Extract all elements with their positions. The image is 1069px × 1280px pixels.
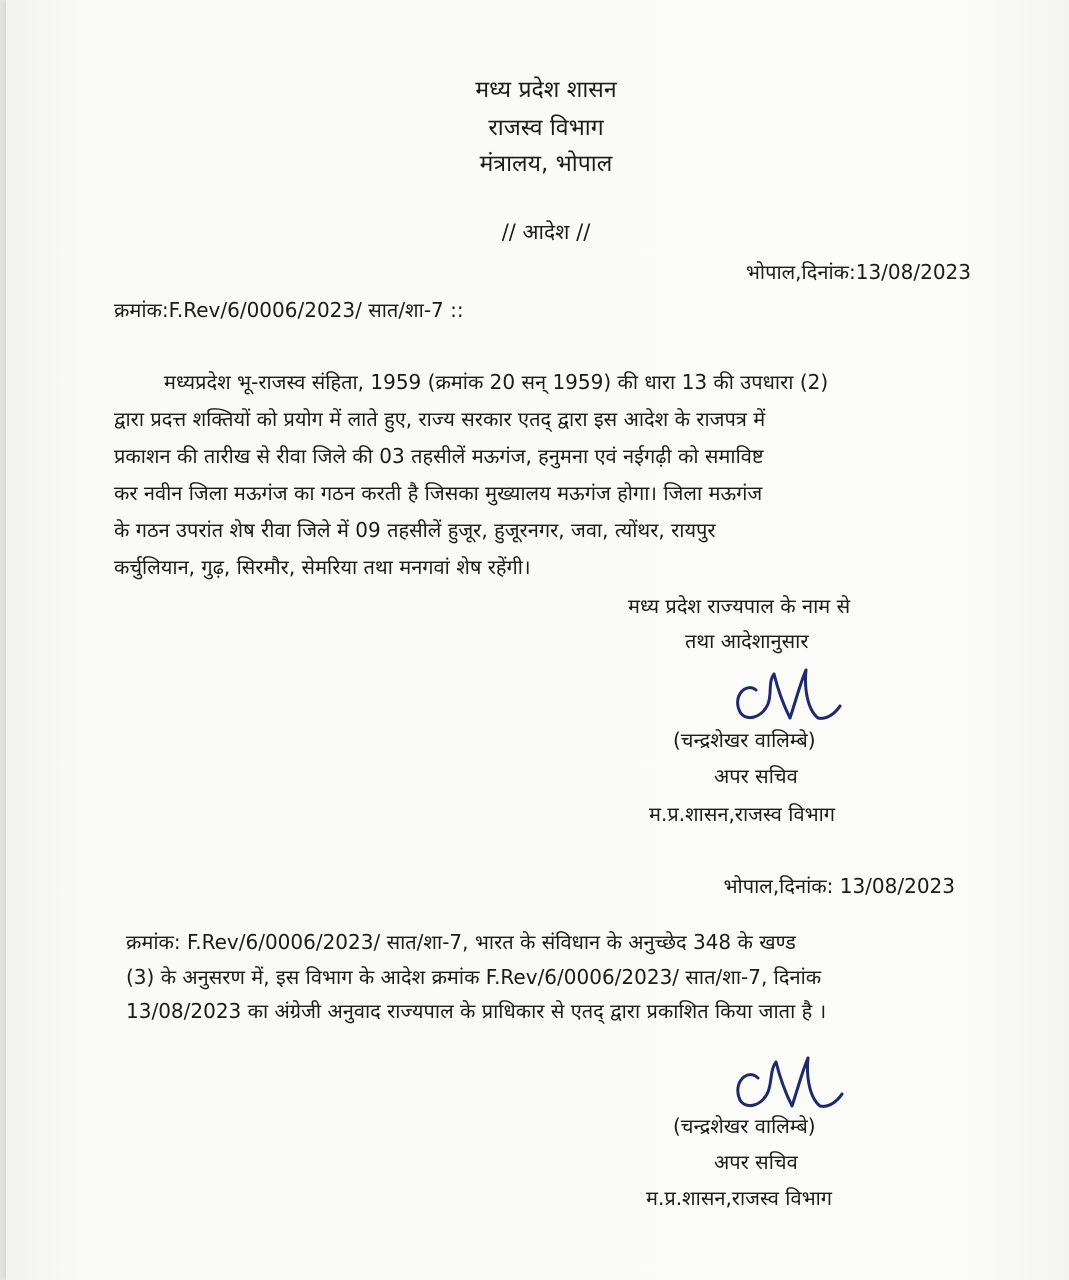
order-body-line: के गठन उपरांत शेष रीवा जिले में 09 तहसीलें हुजूर, हुजूरनगर, जवा, त्योंथर, रायपुर: [114, 518, 716, 542]
order-title: // आदेश //: [501, 220, 591, 244]
notice-body-line: क्रमांक: F.Rev/6/0006/2023/ सात/शा-7, भारत के संविधान के अनुच्छेद 348 के खण्ड: [126, 930, 796, 954]
authority-line-1: मध्य प्रदेश राज्यपाल के नाम से: [628, 594, 851, 618]
authority-line-2: तथा आदेशानुसार: [685, 629, 809, 653]
header-location: मंत्रालय, भोपाल: [479, 151, 613, 177]
order-reference: क्रमांक:F.Rev/6/0006/2023/ सात/शा-7 ::: [114, 298, 464, 322]
header-department: राजस्व विभाग: [488, 115, 604, 141]
signature-1: [728, 660, 848, 730]
notice-date: भोपाल,दिनांक: 13/08/2023: [723, 874, 955, 898]
notice-body-line: 13/08/2023 का अंग्रेजी अनुवाद राज्यपाल के प्राधिकार से एतद् द्वारा प्रकाशित किया जाता है ।: [126, 999, 827, 1023]
order-body-line: कर नवीन जिला मऊगंज का गठन करती है जिसका मुख्यालय मऊगंज होगा। जिला मऊगंज: [114, 481, 763, 505]
signatory-name-1: (चन्द्रशेखर वालिम्बे): [673, 728, 816, 752]
header-government: मध्य प्रदेश शासन: [475, 77, 617, 103]
signatory-dept-2: म.प्र.शासन,राजस्व विभाग: [646, 1186, 833, 1210]
signatory-title-1: अपर सचिव: [714, 764, 798, 788]
signatory-dept-1: म.प्र.शासन,राजस्व विभाग: [649, 802, 836, 826]
order-body-line: प्रकाशन की तारीख से रीवा जिले की 03 तहसीलें मऊगंज, हनुमना एवं नईगढ़ी को समाविष्ट: [114, 444, 764, 468]
signature-2: [728, 1050, 848, 1120]
order-date: भोपाल,दिनांक:13/08/2023: [745, 260, 971, 284]
order-body-line: द्वारा प्रदत्त शक्तियों को प्रयोग में लाते हुए, राज्य सरकार एतद् द्वारा इस आदेश के राजपत्र में: [114, 407, 766, 431]
order-body-line: कर्चुलियान, गुढ़, सिरमौर, सेमरिया तथा मनगवां शेष रहेंगी।: [114, 555, 531, 579]
document-page: [6, 0, 1069, 1280]
order-body-line: मध्यप्रदेश भू-राजस्व संहिता, 1959 (क्रमांक 20 सन् 1959) की धारा 13 की उपधारा (2): [164, 370, 829, 394]
signatory-name-2: (चन्द्रशेखर वालिम्बे): [673, 1114, 816, 1138]
signatory-title-2: अपर सचिव: [714, 1150, 798, 1174]
notice-body-line: (3) के अनुसरण में, इस विभाग के आदेश क्रमांक F.Rev/6/0006/2023/ सात/शा-7, दिनांक: [126, 965, 822, 989]
